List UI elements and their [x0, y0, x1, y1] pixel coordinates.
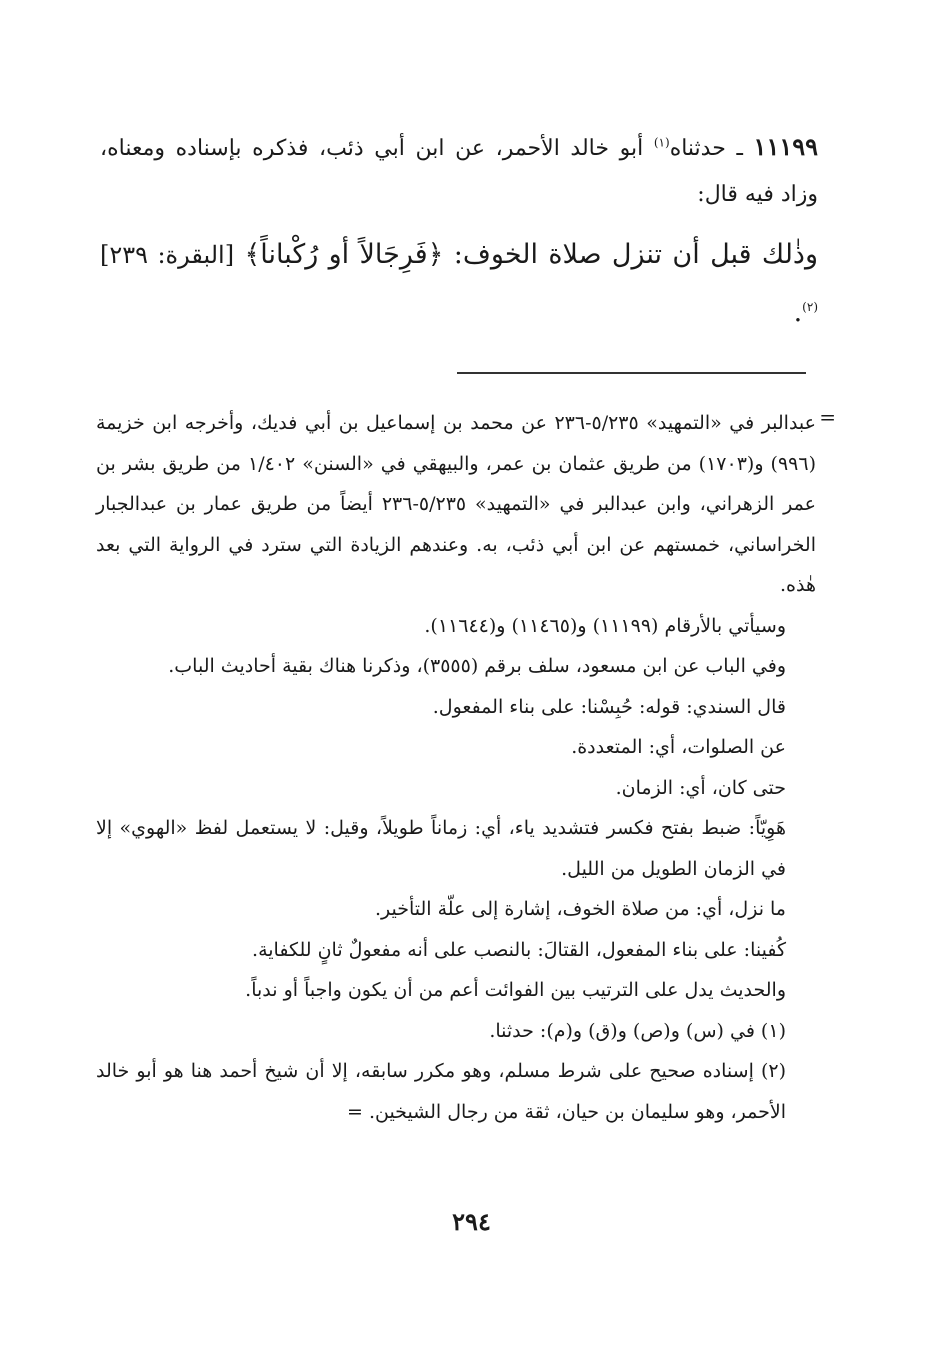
note-paragraph: وفي الباب عن ابن مسعود، سلف برقم (٣٥٥٥)، وذكرنا هناك بقية أحاديث الباب.	[168, 655, 786, 677]
hadith-dash: ـ حدثناه	[669, 136, 754, 161]
quote-end: .	[793, 297, 803, 328]
quote-paragraph	[100, 226, 818, 342]
note-paragraph: وسيأتي بالأرقام (١١١٩٩) و(١١٤٦٥) و(١١٦٤٤).	[424, 614, 786, 637]
page-number: ٢٩٤	[452, 1207, 491, 1236]
footnote-ref-1[interactable]: (١)	[653, 135, 670, 150]
hadith-number: ١١١٩٩	[753, 132, 818, 161]
note-paragraph: ما نزل، أي: من صلاة الخوف، إشارة إلى علّة التأخير.	[374, 898, 786, 920]
footnote-2: (٢) إسناده صحيح على شرط مسلم، وهو مكرر سابقه، إلا أن شيخ أحمد هنا هو أبو خالد الأحمر، وهو سليمان بن حيان، ثقة من رجال الشيخين. =	[96, 1060, 786, 1123]
footnote-ref-2[interactable]: (٢)	[802, 300, 818, 314]
footnote-1: (١) في (س) و(ص) و(ق) و(م): حدثنا.	[489, 1019, 786, 1042]
note-paragraph: عبدالبر في «التمهيد» ٥/٢٣٥-٢٣٦ عن محمد بن إسماعيل بن أبي فديك، وأخرجه ابن خزيمة (٩٩٦) و(١٧٠٣) من طريق عثمان بن عمر، والبيهقي في «السنن» ١/٤٠٢ من طريق بشر بن عمر الزهراني، وابن عبدالبر في «التمهيد» ٥/٢٣٥-٢٣٦ أيضاً من طريق عمار بن عبدالجبار الخراساني، خمستهم عن ابن أبي ذئب، به. وعندهم الزيادة التي سترد في الرواية التي بعد هٰذه.	[96, 412, 817, 596]
note-paragraph: حتى كان، أي: الزمان.	[615, 776, 786, 799]
hadith-paragraph	[100, 124, 818, 218]
note-paragraph: كُفينا: على بناء المفعول، القتالَ: بالنصب على أنه مفعولٌ ثانٍ للكفاية.	[252, 938, 786, 961]
quote-text: وذٰلك قبل أن تنزل صلاة الخوف: ﴿فَرِجَالاً أو رُكْباناً﴾	[244, 239, 818, 270]
hadith-text: أبو خالد الأحمر، عن ابن أبي ذئب، فذكره بإسناده ومعناه، وزاد فيه قال:	[100, 136, 818, 207]
main-text	[100, 118, 818, 342]
footnote-divider	[457, 372, 806, 374]
note-paragraph: هَوِيّاً: ضبط بفتح فكسر فتشديد ياء، أي: زماناً طويلاً، وقيل: لا يستعمل لفظ «الهوي» إلا في الزمان الطويل من الليل.	[96, 817, 786, 880]
note-paragraph: عن الصلوات، أي: المتعددة.	[571, 736, 786, 758]
note-paragraph: والحديث يدل على الترتيب بين الفوائت أعم من أن يكون واجباً أو ندباً.	[245, 979, 786, 1001]
quran-reference: [البقرة: ٢٣٩]	[100, 241, 235, 269]
note-paragraph: قال السندي: قوله: حُبِسْنا: على بناء المفعول.	[432, 695, 786, 718]
footnotes	[96, 403, 816, 1132]
continuation-mark: =	[819, 405, 836, 429]
